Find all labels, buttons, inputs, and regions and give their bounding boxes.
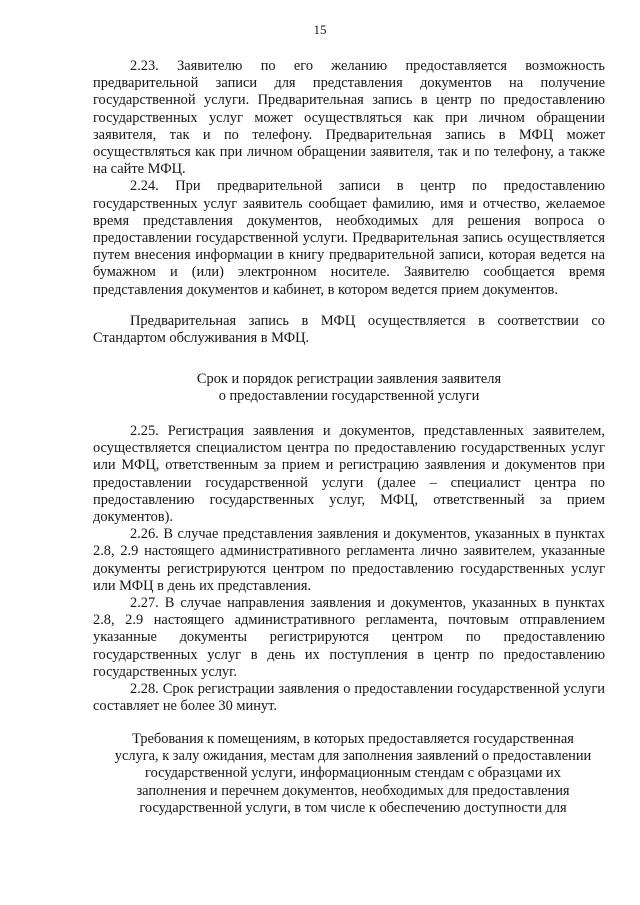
text-block-registration [93, 423, 605, 715]
paragraph-2-24: 2.24. При предварительной записи в центр по предоставлению государственных услуг заявитель сообщает фамилию, имя и отчество, желаемое время представления документов, необходимых для решения вопроса о предоставлении государственной услуги. Предварительная запись осуществляется путем внесения информации в книгу предварительной записи, которая ведется на бумажном и (или) электронном носителе. Заявителю сообщается время представления документов и кабинет, в котором ведется прием документов. [93, 178, 605, 298]
heading-line: Срок и порядок регистрации заявления заявителя [196, 371, 502, 387]
paragraph-2-28: 2.28. Срок регистрации заявления о предоставлении государственной услуги составляет не более 30 минут. [93, 681, 605, 715]
section-heading-premises [108, 731, 598, 817]
paragraph-2-27: 2.27. В случае направления заявления и документов, указанных в пунктах 2.8, 2.9 настоящего административного регламента, почтовым отправлением указанные документы регистрируются центром по предоставлению государственных услуг в день их поступления в центр по предоставлению государственных услуг. [93, 595, 605, 680]
text-block-mfc [93, 313, 605, 347]
heading-line: заполнения и перечнем документов, необходимых для предоставления [136, 782, 570, 799]
section-heading-registration [93, 371, 605, 405]
heading-line: услуга, к залу ожидания, местам для заполнения заявлений о предоставлении [114, 748, 592, 765]
heading-line: Требования к помещениям, в которых предоставляется государственная [132, 731, 574, 747]
heading-line: государственной услуги, в том числе к обеспечению доступности для [139, 799, 567, 816]
paragraph-2-26: 2.26. В случае представления заявления и документов, указанных в пунктах 2.8, 2.9 настоящего административного регламента лично заявителем, указанные документы регистрируются центром по предоставлению государственных услуг или МФЦ в день их представления. [93, 526, 605, 594]
heading-line: государственной услуги, информационным стендам с образцами их [145, 765, 561, 782]
heading-line: о предоставлении государственной услуги [218, 388, 480, 405]
paragraph-mfc-standard: Предварительная запись в МФЦ осуществляется в соответствии со Стандартом обслуживания в МФЦ. [93, 313, 605, 347]
paragraph-2-23: 2.23. Заявителю по его желанию предоставляется возможность предварительной записи для представления документов на получение государственной услуги. Предварительная запись в центр по предоставлению государственных услуг может осуществляться как при личном обращении заявителя, так и по телефону. Предварительная запись в МФЦ может осуществляться как при личном обращении заявителя, так и по телефону, а также на сайте МФЦ. [93, 58, 605, 178]
paragraph-2-25: 2.25. Регистрация заявления и документов, представленных заявителем, осуществляется специалистом центра по предоставлению государственных услуг или МФЦ, ответственным за прием и регистрацию заявления и документов при предоставлении государственной услуги (далее – специалист центра по предоставлению государственных услуг, МФЦ, ответственный за прием документов). [93, 423, 605, 526]
page-number: 15 [313, 22, 327, 37]
text-block-appointment [93, 58, 605, 299]
